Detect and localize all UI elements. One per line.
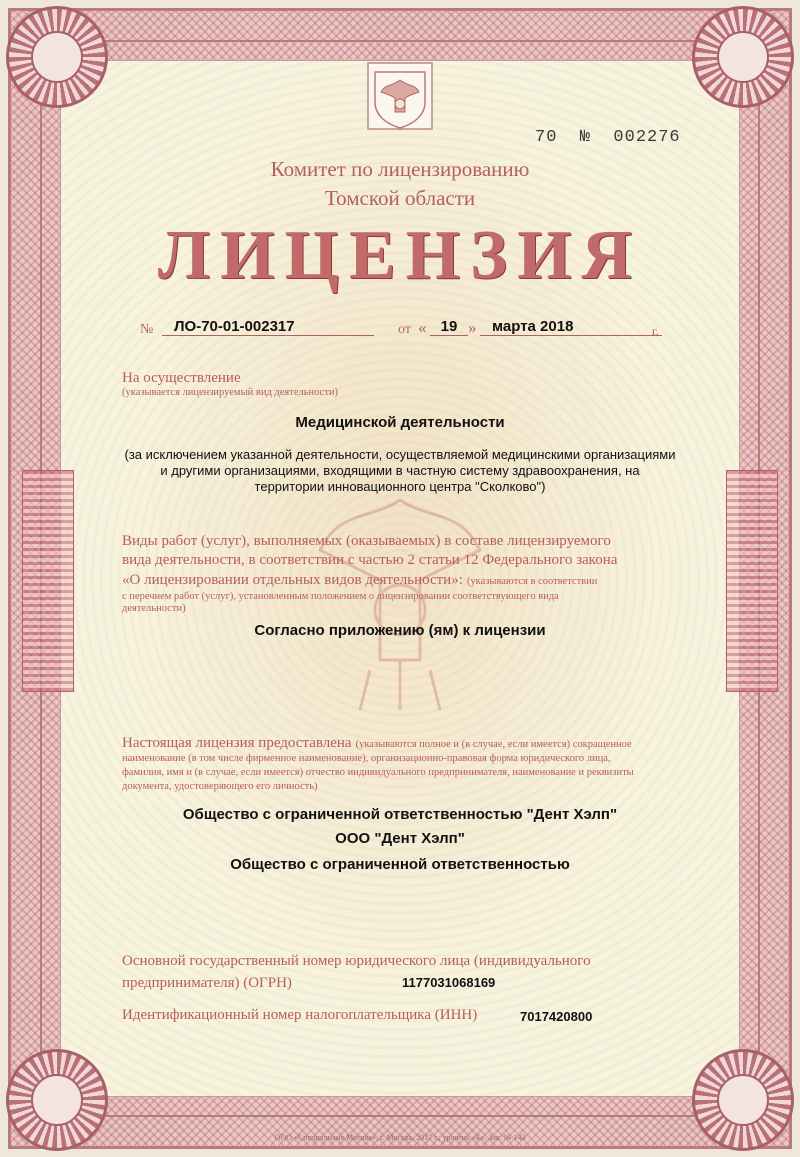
holder-hint: фамилия, имя и (в случае, если имеется) отчество индивидуального предпринимателя, наименование и реквизиты (122, 767, 634, 778)
serial-sign: № (579, 128, 592, 147)
license-number-row (140, 318, 660, 344)
coat-of-arms-icon (367, 62, 433, 130)
license-month-year: марта 2018 (480, 318, 662, 336)
issuer-line-1: Комитет по лицензированию (270, 157, 530, 181)
holder-label: Настоящая лицензия предоставлена (122, 735, 352, 751)
issuer-authority (0, 155, 800, 213)
ogrn-section (122, 950, 678, 994)
holder-legal-form: Общество с ограниченной ответственностью (230, 856, 570, 873)
quote-open: « (418, 318, 427, 337)
corner-rosette-icon (692, 6, 794, 108)
ogrn-label: предпринимателя) (ОГРН) (122, 975, 292, 991)
inn-value: 7017420800 (520, 1009, 593, 1024)
issuer-line-2: Томской области (324, 186, 476, 210)
inn-section (122, 1006, 678, 1028)
serial-value: 002276 (613, 128, 681, 147)
works-hint: с перечнем работ (услуг), установленным положением о лицензировании соответствующего вида (122, 591, 559, 602)
serial-series: 70 (535, 128, 558, 147)
serial-number (535, 128, 681, 147)
activity-note (110, 447, 690, 495)
works-section (122, 532, 678, 615)
printer-imprint: ООО «Специальные Москва», г. Москва, 2017 г., уровень «Б». Зак. № 143 (274, 1133, 526, 1142)
activity-note-line: и другими организациями, входящими в частную систему здравоохранения, на (160, 463, 640, 478)
works-line: вида деятельности, в соответствии с частью 2 статьи 12 Федерального закона (122, 552, 618, 568)
activity-note-line: территории инновационного центра "Сколково") (254, 479, 546, 494)
number-label: № (140, 322, 154, 337)
quote-close: » (468, 318, 477, 337)
activity-section (122, 370, 678, 398)
holder-section (122, 736, 678, 794)
side-ornament (726, 470, 778, 692)
ogrn-label: Основной государственный номер юридического лица (индивидуального (122, 953, 591, 969)
activity-label: На осуществление (122, 370, 241, 386)
works-line: «О лицензировании отдельных видов деятельности»: (122, 572, 463, 588)
activity-hint: (указывается лицензируемый вид деятельности) (122, 387, 339, 398)
holder-hint: документа, удостоверяющего его личность) (122, 781, 318, 792)
works-line: Виды работ (услуг), выполняемых (оказываемых) в составе лицензируемого (122, 533, 611, 549)
corner-rosette-icon (6, 6, 108, 108)
works-value: Согласно приложению (ям) к лицензии (254, 622, 546, 639)
activity-note-line: (за исключением указанной деятельности, осуществляемой медицинскими организациями (124, 447, 676, 462)
works-hint: (указываются в соответствии (466, 576, 598, 587)
ogrn-value: 1177031068169 (402, 975, 496, 990)
year-suffix: г. (652, 324, 659, 338)
license-day: 19 (430, 318, 468, 336)
license-number: ЛО-70-01-002317 (162, 318, 374, 336)
document-title: ЛИЦЕНЗИЯ (157, 217, 643, 294)
holder-hint: (указываются полное и (в случае, если имеется) сокращенное (355, 739, 632, 750)
works-hint: деятельности) (122, 603, 186, 614)
holder-full-name: Общество с ограниченной ответственностью "Дент Хэлп" (182, 806, 618, 823)
date-from-label: от (398, 322, 411, 337)
holder-short-name: ООО "Дент Хэлп" (335, 830, 465, 847)
activity-value: Медицинской деятельности (295, 414, 505, 431)
side-ornament (22, 470, 74, 692)
holder-hint: наименование (в том числе фирменное наименование), организационно-правовая форма юридического лица, (122, 753, 611, 764)
inn-label: Идентификационный номер налогоплательщика (ИНН) (122, 1007, 478, 1023)
